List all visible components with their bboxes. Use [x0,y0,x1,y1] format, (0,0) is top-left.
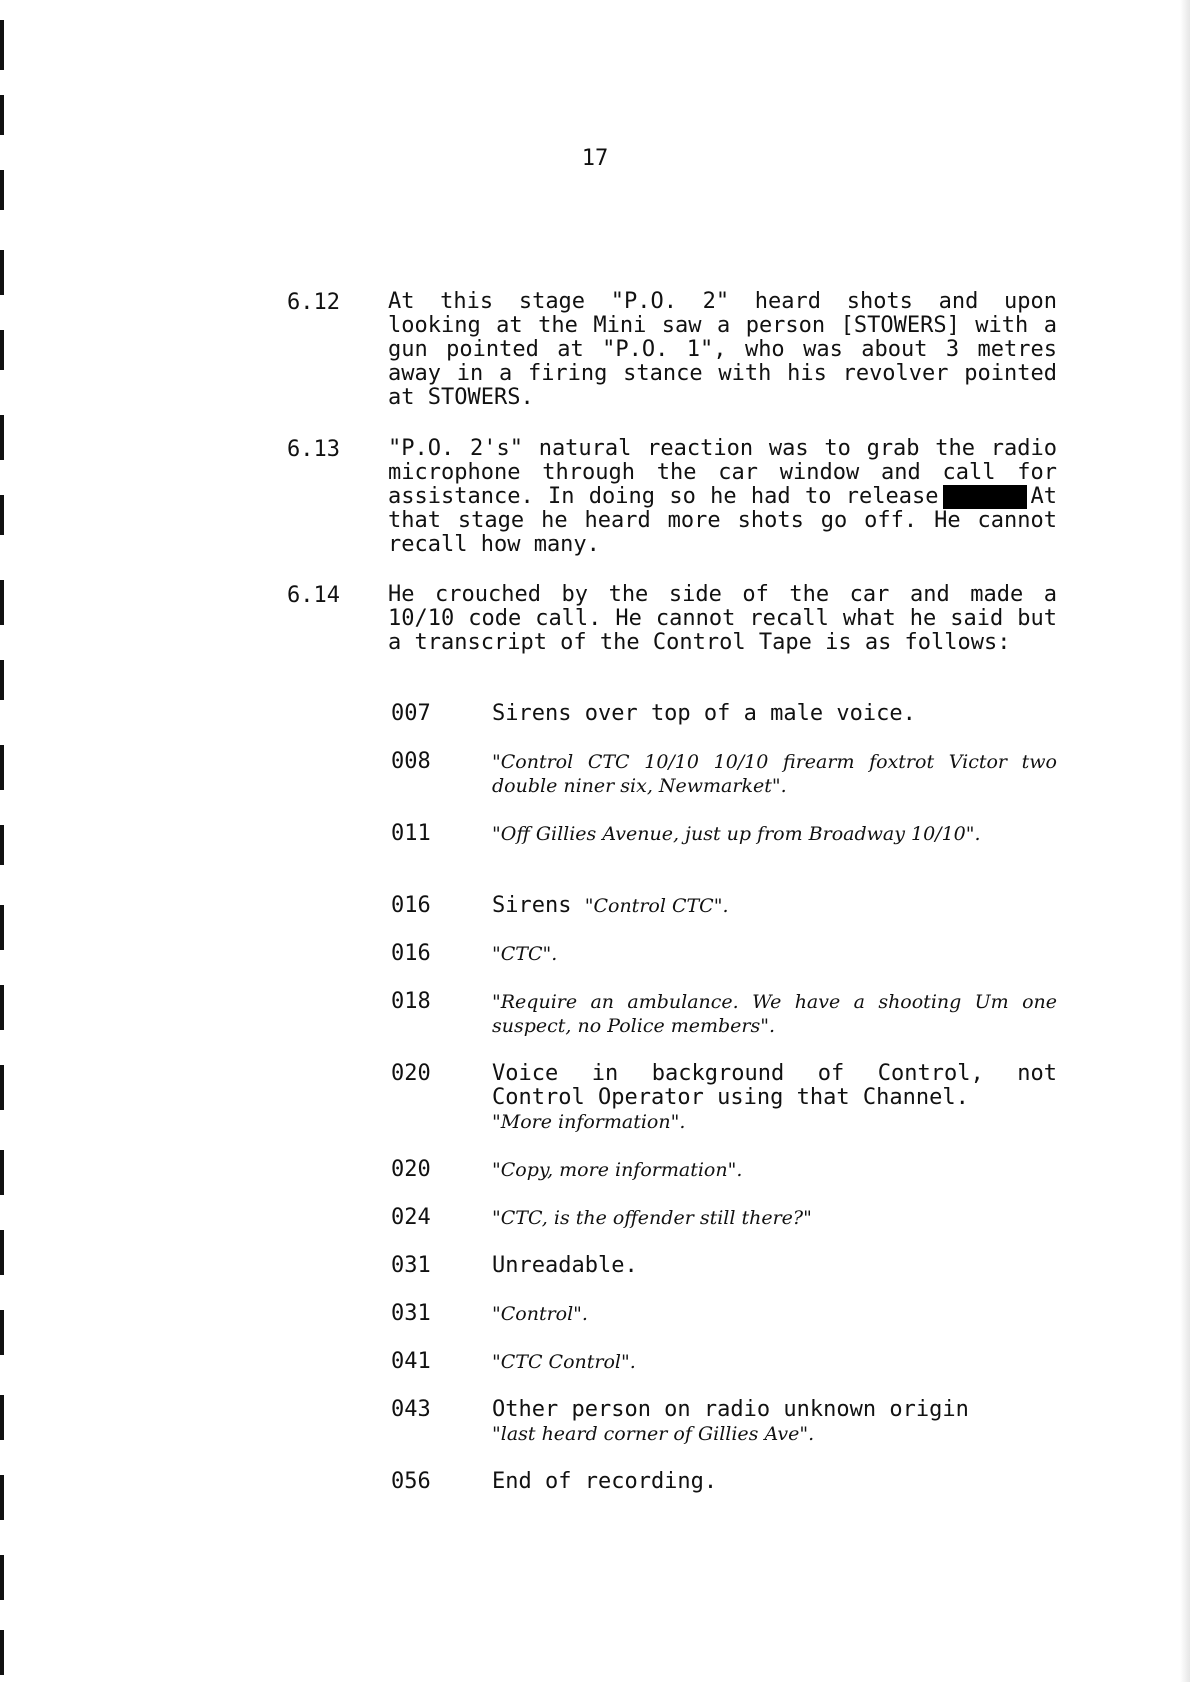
binding-mark [0,1475,4,1520]
entry-quote: "Off Gillies Avenue, just up from Broadway 10/10". [492,823,981,845]
entry-text: Voice in background of Control, not Control Operator using that Channel. [492,1061,1057,1110]
binding-mark [0,660,4,700]
binding-mark [0,95,4,135]
page-edge-shadow [1180,0,1190,1682]
entry-quote: "CTC Control". [492,1351,636,1373]
entry-code: 041 [391,1349,431,1374]
redaction-block [943,485,1027,509]
paragraph-text: He crouched by the side of the car and made a 10/10 code call. He cannot recall what he said but a transcript of the Control Tape is as follows: [388,582,1057,655]
paragraph-number: 6.12 [287,290,340,315]
paragraph-number: 6.13 [287,437,340,462]
paragraph-text [388,437,1057,557]
entry-code: 031 [391,1301,431,1326]
binding-mark [0,905,4,950]
entry-quote: "Control CTC". [584,895,729,917]
entry-code: 020 [391,1061,431,1086]
entry-code: 043 [391,1397,431,1422]
paragraph-text-before-redaction: "P.O. 2's" natural reaction was to grab the radio microphone through the car window and call for assistance. In doing so he had to release [388,436,1057,509]
paragraph-number: 6.14 [287,583,340,608]
entry-quote: "last heard corner of Gillies Ave". [492,1423,815,1445]
entry-quote: "CTC". [492,943,558,965]
entry-text: Sirens [492,893,572,918]
entry-quote: "More information". [492,1111,686,1133]
entry-quote: "Control". [492,1303,588,1325]
binding-mark [0,1395,4,1440]
binding-mark [0,1230,4,1275]
entry-text: Other person on radio unknown origin [492,1397,969,1422]
entry-text: Sirens over top of a male voice. [492,701,916,726]
entry-text: End of recording. [492,1469,718,1494]
entry-code: 007 [391,701,431,726]
binding-mark [0,1630,4,1675]
binding-mark [0,250,4,295]
binding-mark [0,495,4,535]
page-number: 17 [581,146,609,171]
entry-code: 031 [391,1253,431,1278]
binding-mark [0,985,4,1030]
entry-quote: "CTC, is the offender still there?" [492,1207,812,1229]
entry-code: 056 [391,1469,431,1494]
entry-quote: "Require an ambulance. We have a shooting Um one suspect, no Police members". [492,991,1057,1037]
binding-mark [0,170,4,210]
entry-code: 018 [391,989,431,1014]
binding-mark [0,745,4,790]
entry-code: 020 [391,1157,431,1182]
entry-quote: "Copy, more information". [492,1159,743,1181]
binding-mark [0,20,4,70]
binding-mark [0,580,4,625]
entry-code: 011 [391,821,431,846]
entry-code: 016 [391,941,431,966]
binding-mark [0,415,4,460]
binding-mark [0,825,4,865]
binding-mark [0,1555,4,1600]
binding-mark [0,1310,4,1355]
binding-mark [0,330,4,370]
binding-mark [0,1150,4,1195]
entry-quote: "Control CTC 10/10 10/10 firearm foxtrot Victor two double niner six, Newmarket". [492,751,1057,797]
paragraph-text-after-redaction: At that stage he heard more shots go off. He cannot recall how many. [388,484,1057,557]
entry-code: 008 [391,749,431,774]
entry-code: 024 [391,1205,431,1230]
paragraph-text: At this stage "P.O. 2" heard shots and upon looking at the Mini saw a person [STOWERS] with a gun pointed at "P.O. 1", who was about 3 metres away in a firing stance with his revolver pointed at STOWERS. [388,289,1057,410]
entry-text: Unreadable. [492,1253,638,1278]
entry-code: 016 [391,893,431,918]
binding-mark [0,1065,4,1110]
